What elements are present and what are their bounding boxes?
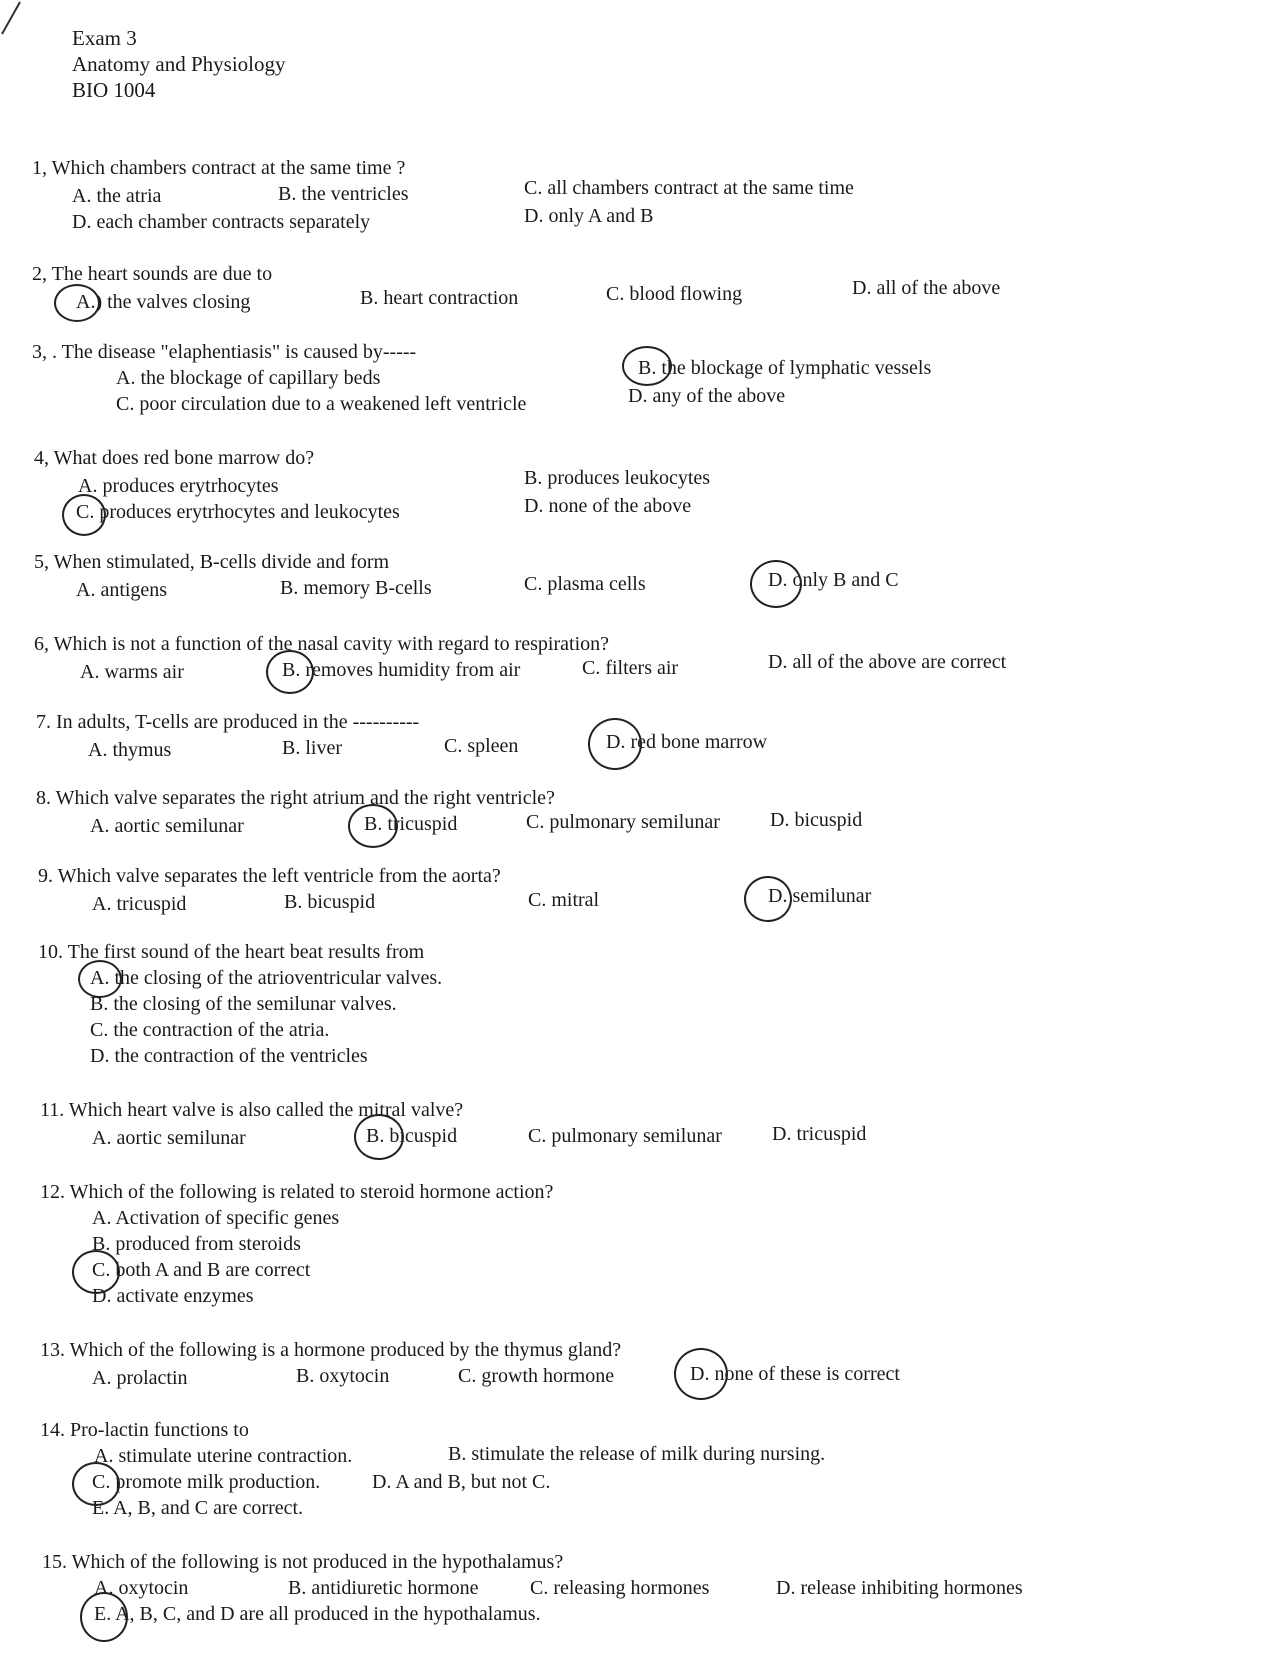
q9-option-c: C. mitral xyxy=(528,889,600,911)
q1-option-a: A. the atria xyxy=(72,185,162,207)
answer-circle xyxy=(80,1592,128,1642)
q7-option-d: D. red bone marrow xyxy=(606,731,768,753)
question-15: 15. Which of the following is not produced in the hypothalamus? xyxy=(42,1551,564,1573)
q15-option-b: B. antidiuretic hormone xyxy=(288,1577,479,1599)
question-4: 4, What does red bone marrow do? xyxy=(34,447,315,469)
question-8: 8. Which valve separates the right atrium and the right ventricle? xyxy=(36,787,555,809)
q15-option-d: D. release inhibiting hormones xyxy=(776,1577,1023,1599)
question-5: 5, When stimulated, B-cells divide and form xyxy=(34,551,390,573)
q12-option-c: C. both A and B are correct xyxy=(92,1259,311,1281)
q3-option-c: C. poor circulation due to a weakened left ventricle xyxy=(116,393,527,415)
q5-option-b: B. memory B-cells xyxy=(280,577,432,599)
question-1: 1, Which chambers contract at the same time ? xyxy=(32,157,406,179)
q5-option-a: A. antigens xyxy=(76,579,168,601)
q3-option-d: D. any of the above xyxy=(628,385,786,407)
q9-option-a: A. tricuspid xyxy=(92,893,187,915)
answer-circle xyxy=(348,804,398,848)
q9-option-d: D. semilunar xyxy=(768,885,872,907)
q7-option-b: B. liver xyxy=(282,737,342,759)
q6-option-b: B. removes humidity from air xyxy=(282,659,521,681)
q4-option-d: D. none of the above xyxy=(524,495,692,517)
answer-circle xyxy=(750,560,802,608)
q7-option-a: A. thymus xyxy=(88,739,172,761)
q5-option-d: D. only B and C xyxy=(768,569,899,591)
q4-option-b: B. produces leukocytes xyxy=(524,467,711,489)
q3-option-b: B. the blockage of lymphatic vessels xyxy=(638,357,932,379)
q14-option-c: C. promote milk production. xyxy=(92,1471,321,1493)
q15-option-c: C. releasing hormones xyxy=(530,1577,710,1599)
q6-option-c: C. filters air xyxy=(582,657,679,679)
q7-option-c: C. spleen xyxy=(444,735,519,757)
q1-option-d1: D. each chamber contracts separately xyxy=(72,211,371,233)
q11-option-d: D. tricuspid xyxy=(772,1123,867,1145)
q9-option-b: B. bicuspid xyxy=(284,891,376,913)
answer-circle xyxy=(354,1114,404,1160)
pen-mark-icon xyxy=(0,0,40,40)
exam-title: Exam 3 xyxy=(72,26,137,50)
question-3: 3, . The disease "elaphentiasis" is caused by----- xyxy=(32,341,417,363)
question-12: 12. Which of the following is related to steroid hormone action? xyxy=(40,1181,554,1203)
answer-circle xyxy=(78,960,122,998)
q12-option-b: B. produced from steroids xyxy=(92,1233,301,1255)
question-11: 11. Which heart valve is also called the mitral valve? xyxy=(40,1099,464,1121)
question-7: 7. In adults, T-cells are produced in the ---------- xyxy=(36,711,420,733)
course-name: Anatomy and Physiology xyxy=(72,52,286,76)
q14-option-e: E. A, B, and C are correct. xyxy=(92,1497,304,1519)
q4-option-c: C. produces erytrhocytes and leukocytes xyxy=(76,501,400,523)
q2-option-d: D. all of the above xyxy=(852,277,1001,299)
q13-option-b: B. oxytocin xyxy=(296,1365,390,1387)
q10-option-a: A. the closing of the atrioventricular valves. xyxy=(90,967,443,989)
q8-option-a: A. aortic semilunar xyxy=(90,815,244,837)
q14-option-d: D. A and B, but not C. xyxy=(372,1471,551,1493)
q1-option-c: C. all chambers contract at the same time xyxy=(524,177,854,199)
q5-option-c: C. plasma cells xyxy=(524,573,646,595)
answer-circle xyxy=(744,876,792,922)
question-10: 10. The first sound of the heart beat results from xyxy=(38,941,425,963)
q14-option-a: A. stimulate uterine contraction. xyxy=(94,1445,353,1467)
answer-circle xyxy=(72,1250,120,1294)
q1-option-b: B. the ventricles xyxy=(278,183,409,205)
q8-option-d: D. bicuspid xyxy=(770,809,863,831)
question-13: 13. Which of the following is a hormone produced by the thymus gland? xyxy=(40,1339,622,1361)
question-9: 9. Which valve separates the left ventricle from the aorta? xyxy=(38,865,501,887)
q6-option-d: D. all of the above are correct xyxy=(768,651,1007,673)
answer-circle xyxy=(674,1348,728,1400)
answer-circle xyxy=(266,650,314,694)
q11-option-a: A. aortic semilunar xyxy=(92,1127,246,1149)
q15-option-e: E. A, B, C, and D are all produced in the hypothalamus. xyxy=(94,1603,541,1625)
q12-option-a: A. Activation of specific genes xyxy=(92,1207,340,1229)
answer-circle xyxy=(62,494,106,536)
q15-option-a: A. oxytocin xyxy=(94,1577,189,1599)
q1-option-d2: D. only A and B xyxy=(524,205,654,227)
q2-option-c: C. blood flowing xyxy=(606,283,743,305)
q13-option-c: C. growth hormone xyxy=(458,1365,615,1387)
course-code: BIO 1004 xyxy=(72,78,156,102)
question-2: 2, The heart sounds are due to xyxy=(32,263,273,285)
q8-option-b: B. tricuspid xyxy=(364,813,458,835)
q13-option-a: A. prolactin xyxy=(92,1367,188,1389)
q10-option-d: D. the contraction of the ventricles xyxy=(90,1045,368,1067)
question-6: 6, Which is not a function of the nasal cavity with regard to respiration? xyxy=(34,633,610,655)
q13-option-d: D. none of these is correct xyxy=(690,1363,900,1385)
q3-option-a: A. the blockage of capillary beds xyxy=(116,367,381,389)
q11-option-b: B. bicuspid xyxy=(366,1125,458,1147)
answer-circle xyxy=(72,1462,120,1506)
q2-option-a: A.) the valves closing xyxy=(76,291,251,313)
q4-option-a: A. produces erytrhocytes xyxy=(78,475,279,497)
q6-option-a: A. warms air xyxy=(80,661,184,683)
q2-option-b: B. heart contraction xyxy=(360,287,519,309)
q10-option-c: C. the contraction of the atria. xyxy=(90,1019,330,1041)
question-14: 14. Pro-lactin functions to xyxy=(40,1419,249,1441)
q12-option-d: D. activate enzymes xyxy=(92,1285,254,1307)
answer-circle xyxy=(622,346,672,386)
q8-option-c: C. pulmonary semilunar xyxy=(526,811,720,833)
answer-circle xyxy=(54,284,100,322)
q14-option-b: B. stimulate the release of milk during nursing. xyxy=(448,1443,826,1465)
answer-circle xyxy=(588,718,642,770)
q10-option-b: B. the closing of the semilunar valves. xyxy=(90,993,397,1015)
q11-option-c: C. pulmonary semilunar xyxy=(528,1125,722,1147)
